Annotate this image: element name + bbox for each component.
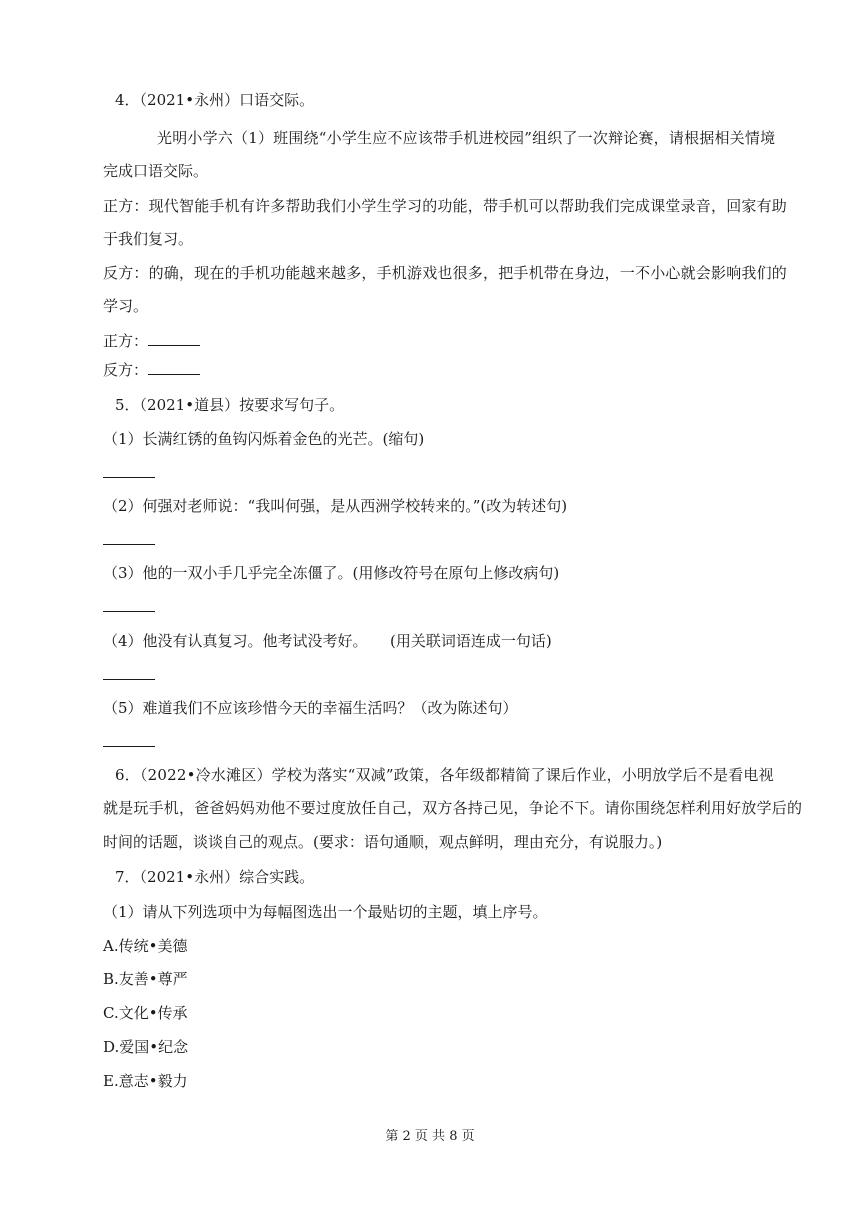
q5-item-1: （1）长满红锈的鱼钩闪烁着金色的光芒。(缩句) xyxy=(103,430,425,448)
q7-option-e: E.意志•毅力 xyxy=(103,1072,188,1090)
q7-option-d: D.爱国•纪念 xyxy=(103,1038,189,1056)
q7-heading: 7．（2021•永州）综合实践。 xyxy=(115,868,315,886)
page-footer: 第 2 页 共 8 页 xyxy=(385,1129,475,1144)
q6-line1: 6．（2022•冷水滩区）学校为落实“双减”政策，各年级都精简了课后作业，小明放学后不是看电视 xyxy=(115,766,774,784)
q5-answer-line-4[interactable] xyxy=(103,679,155,680)
q4-con-line1: 反方：的确，现在的手机功能越来越多，手机游戏也很多，把手机带在身边，一不小心就会影响我们的 xyxy=(103,264,788,282)
q4-pro-line2: 于我们复习。 xyxy=(103,230,194,248)
q7-option-c: C.文化•传承 xyxy=(103,1004,188,1022)
q7-option-b: B.友善•尊严 xyxy=(103,970,188,988)
q4-con-answer-label: 反方： xyxy=(103,361,149,379)
q5-item-4: （4）他没有认真复习。他考试没考好。 (用关联词语连成一句话) xyxy=(103,632,552,650)
q4-pro-answer-blank[interactable] xyxy=(148,331,200,346)
q4-intro-line2: 完成口语交际。 xyxy=(103,162,209,180)
q6-line3: 时间的话题，谈谈自己的观点。(要求：语句通顺，观点鲜明，理由充分，有说服力。) xyxy=(103,833,663,851)
q5-answer-line-1[interactable] xyxy=(103,477,155,478)
q4-intro-line1: 光明小学六（1）班围绕“小学生应不应该带手机进校园”组织了一次辩论赛，请根据相关情境 xyxy=(157,129,776,147)
q4-con-answer-blank[interactable] xyxy=(148,360,200,375)
q5-answer-line-2[interactable] xyxy=(103,544,155,545)
q7-sub1: （1）请从下列选项中为每幅图选出一个最贴切的主题，填上序号。 xyxy=(103,903,548,921)
q5-answer-line-5[interactable] xyxy=(103,746,155,747)
q5-heading: 5．（2021•道县）按要求写句子。 xyxy=(115,396,345,414)
q7-option-a: A.传统•美德 xyxy=(103,937,188,955)
q6-line2: 就是玩手机，爸爸妈妈劝他不要过度放任自己，双方各持己见，争论不下。请你围绕怎样利用好放学后的 xyxy=(103,799,803,817)
q4-con-answer xyxy=(103,360,200,380)
q4-pro-line1: 正方：现代智能手机有许多帮助我们小学生学习的功能，带手机可以帮助我们完成课堂录音，回家有助 xyxy=(103,197,788,215)
q4-con-line2: 学习。 xyxy=(103,297,149,315)
q4-pro-answer-label: 正方： xyxy=(103,332,149,350)
q5-item-5: （5）难道我们不应该珍惜今天的幸福生活吗？（改为陈述句） xyxy=(103,699,518,717)
q5-answer-line-3[interactable] xyxy=(103,611,155,612)
q4-pro-answer xyxy=(103,331,200,351)
q4-heading: 4．（2021•永州）口语交际。 xyxy=(115,91,315,109)
q5-item-3: （3）他的一双小手几乎完全冻僵了。(用修改符号在原句上修改病句) xyxy=(103,564,560,582)
q5-item-2: （2）何强对老师说：“我叫何强，是从西洲学校转来的。”(改为转述句) xyxy=(103,497,568,515)
